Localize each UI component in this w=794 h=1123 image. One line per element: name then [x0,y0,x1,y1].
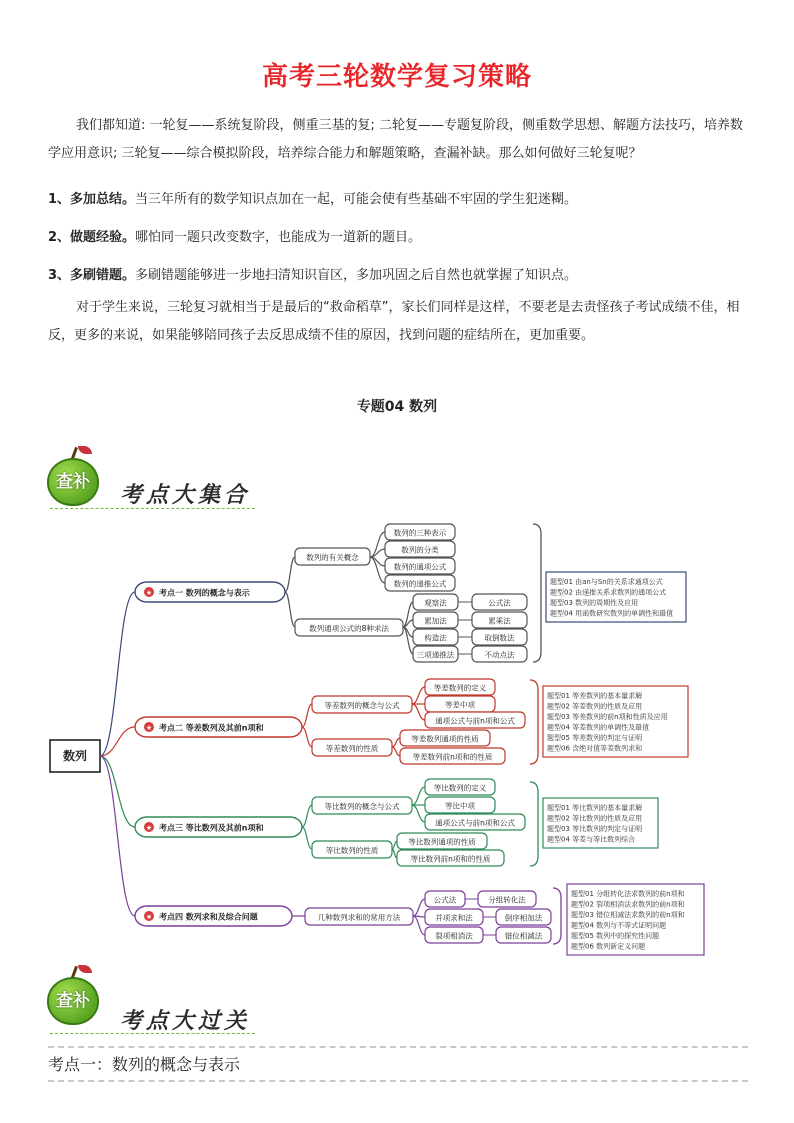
k3-a: 等比数列的概念与公式 [324,802,400,811]
k2-a-item-1: 等差中项 [445,700,475,710]
k1-a-item-0: 数列的三种表示 [393,528,447,538]
k2-types-line: 题型02 等差数列的性质及应用 [547,702,643,711]
k3-a-item-0: 等比数列的定义 [433,783,487,793]
k1-b-left-3: 三项递推法 [416,650,455,660]
link-root-k1 [100,592,135,756]
apple-badge-icon-2: 查补 [47,977,99,1025]
tip-1-head: 1、多加总结。 [48,192,136,207]
link-k3-b-0 [392,841,397,849]
k3-label-star-glyph: ★ [145,824,153,832]
k1-types-line: 题型04 用函数研究数列的单调性和最值 [550,609,674,618]
k4-types-line: 题型05 数列中的探究性问题 [571,932,660,940]
link-k3-a-2 [412,805,425,822]
link-k2-b [302,727,312,747]
banner-underline-2 [50,1033,255,1034]
k3-types-line: 题型02 等比数列的性质及应用 [547,814,643,823]
k4-right-1: 倒序相加法 [504,913,543,923]
topic-heading: 专题04 数列 [356,399,438,415]
section-heading: 考点一：数列的概念与表示 [48,1055,241,1074]
k1-b-left-0: 观察法 [424,598,447,608]
k2-label: 考点二 等差数列及其前n项和 [159,723,264,733]
k4-left-1: 并项求和法 [435,913,473,923]
k4-bracket [553,888,561,944]
k1-a-item-2: 数列的通项公式 [393,562,447,572]
k1-b-right-2: 取倒数法 [484,633,515,643]
k2-types-line: 题型05 等差数列的判定与证明 [547,734,643,742]
k1-types-line: 题型03 数列的周期性及应用 [550,599,639,607]
divider-top [48,1046,748,1048]
k3-types-line: 题型01 等比数列的基本量求解 [547,804,643,812]
k4-right-0: 分组转化法 [488,895,526,905]
link-k3-b-1 [392,849,397,858]
k3-a-item-2: 通项公式与前n项和公式 [435,818,515,828]
k2-types-line: 题型04 等差数列的单调性及最值 [547,723,650,732]
k3-b-item-0: 等比数列通项的性质 [408,837,476,847]
k1-label: 考点一 数列的概念与表示 [159,588,250,598]
k3-types-line: 题型04 等差与等比数列综合 [547,835,636,844]
k1-types-line: 题型01 由an与Sn的关系求通项公式 [550,578,663,586]
k4-types-line: 题型06 数列新定义问题 [571,942,646,951]
k1-b: 数列通项公式的8种求法 [309,624,389,633]
k1-a: 数列的有关概念 [306,553,359,562]
link-root-k4 [100,756,135,916]
divider-bottom [48,1080,748,1082]
k2-b-item-1: 等差数列前n项和的性质 [412,752,493,762]
k4-a: 几种数列求和的常用方法 [317,913,401,922]
k2-types-line: 题型01 等差数列的基本量求解 [547,692,643,700]
link-root-k2 [100,727,135,756]
closing-paragraph: 对于学生来说，三轮复习就相当于是最后的“救命稻草”，家长们同样是这样，不要老是去责怪孩子考试成绩不佳，相反，更多的来说，如果能够陪同孩子去反思成绩不佳的原因，找到问题的症结所在，更加重要。 [48,300,740,343]
tip-2-text: 哪怕同一题只改变数字，也能成为一道新的题目。 [135,230,422,245]
link-k3-a [302,805,312,827]
link-k4-0 [413,899,425,916]
k1-b-left-2: 构造法 [424,633,447,643]
tip-2-head: 2、做题经验。 [48,230,136,245]
k2-a-item-0: 等差数列的定义 [433,683,487,693]
k1-b-left-1: 累加法 [424,616,447,626]
link-k1-a [285,557,295,592]
k1-bracket [533,524,541,662]
k4-types-line: 题型03 错位相减法求数列的前n项和 [571,911,685,919]
root-label: 数列 [62,749,88,763]
tip-1-text: 当三年所有的数学知识点加在一起，可能会使有些基础不牢固的学生犯迷糊。 [135,192,578,207]
apple-badge-icon: 查补 [47,458,99,506]
link-k2-a [302,704,312,727]
k4-label: 考点四 数列求和及综合问题 [159,912,258,922]
tip-3-head: 3、多刷错题。 [48,268,136,283]
link-k2-a-2 [412,704,425,720]
link-root-k3 [100,756,135,827]
k3-types-line: 题型03 等比数列的判定与证明 [547,825,643,833]
link-k3-b [302,827,312,849]
link-k2-b-1 [392,747,400,756]
k4-left-0: 公式法 [433,895,457,905]
link-k3-a-0 [412,787,425,805]
k2-b: 等差数列的性质 [325,744,379,753]
k1-a-item-3: 数列的递推公式 [393,579,447,589]
k2-types-line: 题型06 含绝对值等差数列求和 [547,744,643,753]
k1-a-item-1: 数列的分类 [401,545,439,555]
k2-bracket [530,680,538,764]
k2-types-line: 题型03 等差数列的前n项和性质及应用 [547,713,668,721]
k4-label-star-glyph: ★ [145,913,153,921]
link-k4-2 [413,916,425,935]
link-k1-b [285,592,295,627]
k4-types-line: 题型02 裂项相消法求数列的前n项和 [571,900,685,909]
k1-label-star-glyph: ★ [145,589,153,597]
k4-right-2: 错位相减法 [504,931,543,941]
page-title: 高考三轮数学复习策略 [261,62,532,92]
tip-3-text: 多刷错题能够进一步地扫清知识盲区，多加巩固之后自然也就掌握了知识点。 [135,268,578,283]
k3-a-item-1: 等比中项 [445,801,475,811]
k1-b-right-0: 公式法 [488,598,511,608]
k1-types-line: 题型02 由递推关系求数列的通项公式 [550,588,667,597]
k1-b-right-1: 累乘法 [488,616,511,626]
k3-label: 考点三 等比数列及其前n项和 [159,823,264,833]
k3-b-item-1: 等比数列前n项和的性质 [410,854,491,864]
k1-b-right-3: 不动点法 [484,650,515,660]
k3-bracket [530,782,538,866]
k2-a: 等差数列的概念与公式 [324,701,400,710]
k4-types-line: 题型01 分组转化法求数列的前n项和 [571,890,685,898]
banner-kaodian-daijihe: 考点大集合 [120,483,251,508]
intro-paragraph: 我们都知道: 一轮复——系统复阶段，侧重三基的复; 二轮复——专题复阶段，侧重数学思想、解题方法技巧，培养数学应用意识; 三轮复——综合模拟阶段，培养综合能力和解题策略，查漏补缺。那么如何做好三轮复呢？ [48,118,744,161]
k4-left-2: 裂项相消法 [435,931,473,941]
k2-b-item-0: 等差数列通项的性质 [411,734,479,744]
k4-types-line: 题型04 数列与不等式证明问题 [571,921,667,930]
link-k2-a-0 [412,687,425,704]
k2-a-item-2: 通项公式与前n项和公式 [435,716,515,726]
k2-label-star-glyph: ★ [145,724,153,732]
k3-b: 等比数列的性质 [325,846,379,855]
link-k2-b-0 [392,738,400,747]
banner-kaodian-daguoguan: 考点大过关 [120,1009,251,1034]
